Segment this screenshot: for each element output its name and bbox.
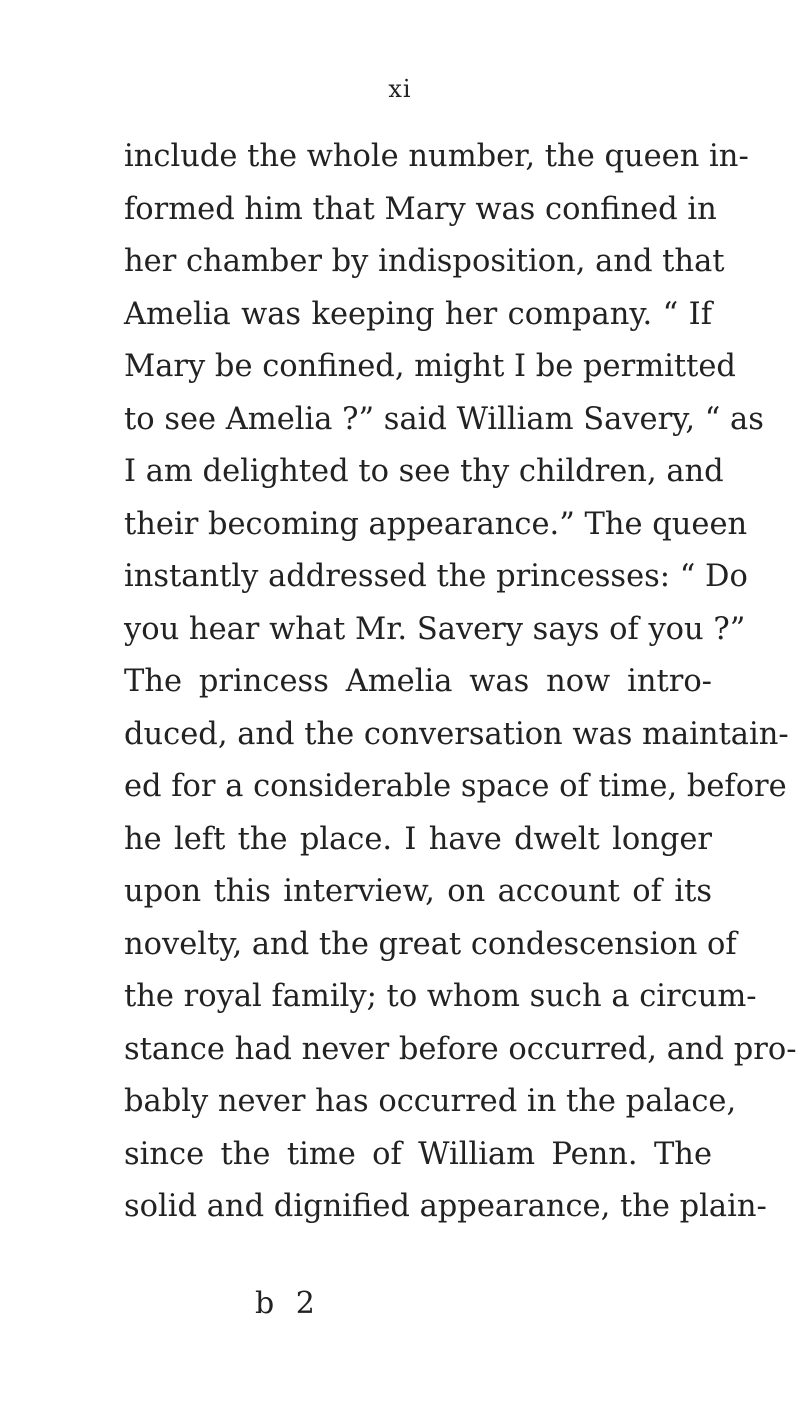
page-number: xi: [388, 75, 412, 103]
text-line: solid and dignified appearance, the plain-: [124, 1189, 767, 1224]
text-line: you hear what Mr. Savery says of you ?”: [124, 611, 746, 647]
text-line: to see Amelia ?” said William Savery, “ as: [124, 401, 764, 437]
text-line: include the whole number, the queen in-: [124, 139, 749, 174]
text-line: The princess Amelia was now intro-: [124, 664, 712, 699]
text-line: their becoming appearance.” The queen: [124, 506, 748, 542]
text-line: bably never has occurred in the palace,: [124, 1084, 737, 1119]
text-line: since the time of William Penn. The: [124, 1136, 712, 1172]
text-line: duced, and the conversation was maintain-: [124, 716, 789, 752]
text-line: ed for a considerable space of time, before: [124, 769, 787, 804]
text-line: I am delighted to see thy children, and: [124, 454, 724, 489]
text-line: stance had never before occurred, and pro-: [124, 1031, 797, 1067]
signature-mark: b 2: [255, 1286, 321, 1321]
text-line: formed him that Mary was confined in: [124, 191, 717, 227]
text-line: upon this interview, on account of its: [124, 874, 712, 909]
text-line: he left the place. I have dwelt longer: [124, 821, 712, 857]
text-line: her chamber by indisposition, and that: [124, 244, 725, 279]
text-line: Amelia was keeping her company. “ If: [124, 296, 712, 332]
text-line: Mary be confined, might I be permitted: [124, 349, 736, 384]
text-line: novelty, and the great condescension of: [124, 926, 737, 962]
text-line: instantly addressed the princesses: “ Do: [124, 559, 748, 594]
body-text: [124, 131, 797, 1234]
text-line: the royal family; to whom such a circum-: [124, 979, 757, 1014]
